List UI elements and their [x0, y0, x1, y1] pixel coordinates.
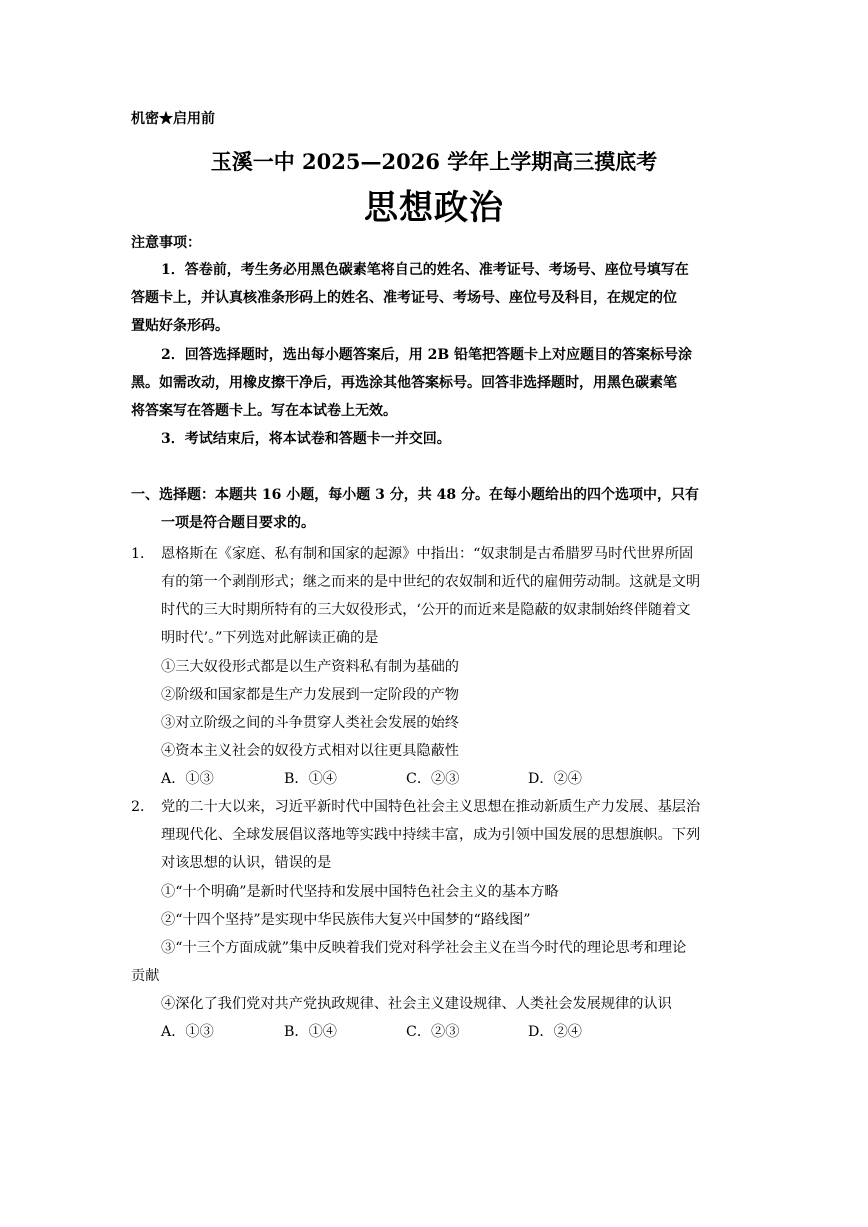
statement: ①“十个明确”是新时代坚持和发展中国特色社会主义的基本方略: [161, 884, 559, 900]
notice-line: 答题卡上，并认真核准条形码上的姓名、准考证号、考场号、座位号及科目，在规定的位: [131, 290, 677, 306]
notice-line: 黑。如需改动，用橡皮擦干净后，再选涂其他答案标号。回答非选择题时，用黑色碳素笔: [131, 375, 677, 391]
option-d: D．②④: [528, 771, 582, 787]
question-stem-line: 有的第一个剥削形式；继之而来的是中世纪的农奴制和近代的雇佣劳动制。这就是文明: [161, 574, 701, 590]
notice-line: 2．回答选择题时，选出每小题答案后，用 2B 铅笔把答题卡上对应题目的答案标号涂: [161, 347, 693, 363]
statement: ②“十四个坚持”是实现中华民族伟大复兴中国梦的“路线图”: [161, 912, 531, 928]
statement: ③“十三个方面成就”集中反映着我们党对科学社会主义在当今时代的理论思考和理论: [161, 940, 687, 956]
statement: ③对立阶级之间的斗争贯穿人类社会发展的始终: [161, 715, 459, 731]
question-number: 1．: [131, 546, 155, 562]
question-stem-line: 理现代化、全球发展倡议落地等实践中持续丰富，成为引领中国发展的思想旗帜。下列: [161, 827, 701, 843]
section-heading-cont: 一项是符合题目要求的。: [161, 515, 315, 531]
statement-continued: 贡献: [131, 968, 160, 984]
statement: ④资本主义社会的奴役方式相对以往更具隐蔽性: [161, 743, 459, 759]
statement: ①三大奴役形式都是以生产资料私有制为基础的: [161, 659, 459, 675]
question-number: 2．: [131, 799, 155, 815]
section-heading: 一、选择题：本题共 16 小题，每小题 3 分，共 48 分。在每小题给出的四个选项中，只有: [131, 487, 699, 503]
option-b: B．①④: [284, 1024, 337, 1040]
question-stem-line: 恩格斯在《家庭、私有制和国家的起源》中指出：“奴隶制是古希腊罗马时代世界所固: [161, 546, 694, 562]
question-stem-line: 对该思想的认识，错误的是: [161, 855, 332, 871]
notice-line: 置贴好条形码。: [131, 318, 229, 334]
option-c: C．②③: [406, 1024, 460, 1040]
notice-heading: 注意事项：: [131, 235, 201, 251]
statement: ②阶级和国家都是生产力发展到一定阶段的产物: [161, 687, 459, 703]
notice-line: 3．考试结束后，将本试卷和答题卡一并交回。: [161, 431, 451, 447]
option-c: C．②③: [406, 771, 460, 787]
subject-title: 思想政治: [364, 188, 504, 228]
question-stem-line: 明时代’。”下列选对此解读正确的是: [161, 630, 379, 646]
exam-title: 玉溪一中 2025—2026 学年上学期高三摸底考: [210, 149, 658, 174]
confidential-label: 机密★启用前: [131, 111, 215, 127]
notice-line: 将答案写在答题卡上。写在本试卷上无效。: [131, 403, 397, 419]
statement: ④深化了我们党对共产党执政规律、社会主义建设规律、人类社会发展规律的认识: [161, 996, 672, 1012]
option-d: D．②④: [528, 1024, 582, 1040]
question-stem-line: 时代的三大时期所特有的三大奴役形式，‘公开的而近来是隐蔽的奴隶制始终伴随着文: [161, 602, 691, 618]
option-a: A．①③: [161, 1024, 214, 1040]
option-a: A．①③: [161, 771, 214, 787]
notice-line: 1．答卷前，考生务必用黑色碳素笔将自己的姓名、准考证号、考场号、座位号填写在: [161, 262, 689, 278]
question-stem-line: 党的二十大以来，习近平新时代中国特色社会主义思想在推动新质生产力发展、基层治: [161, 799, 701, 815]
option-b: B．①④: [284, 771, 337, 787]
